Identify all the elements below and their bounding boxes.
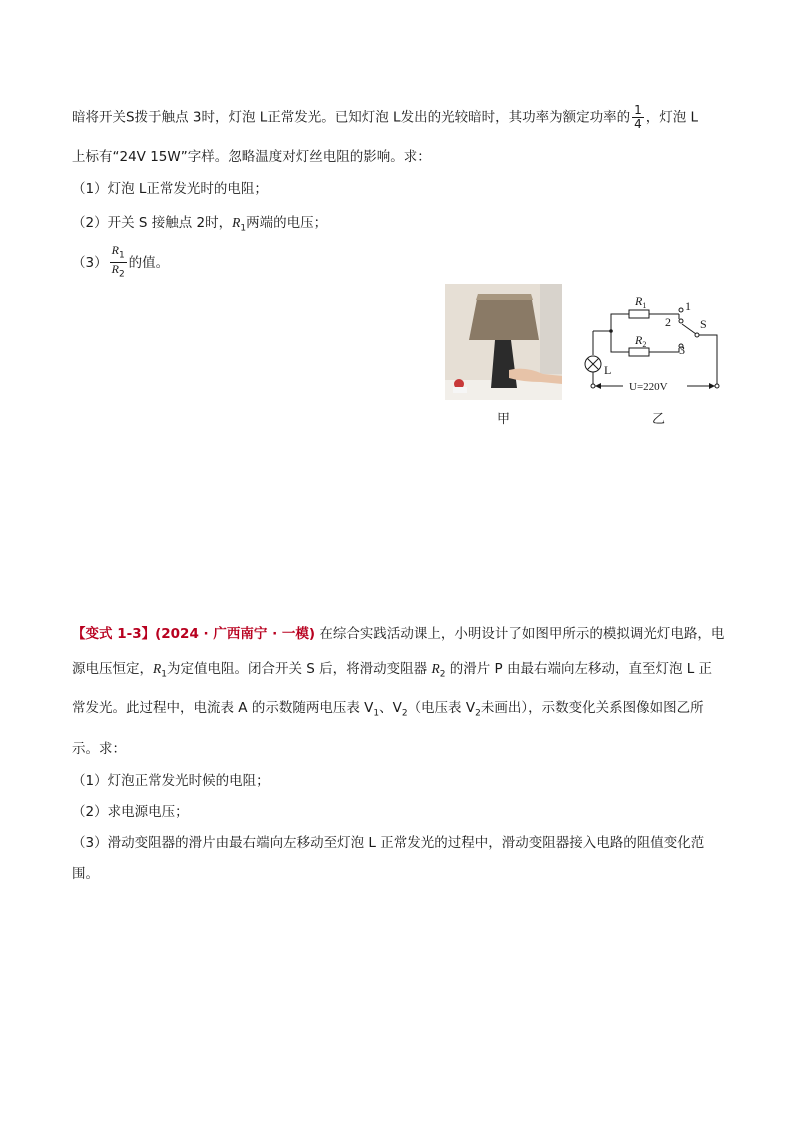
fraction-one-quarter (632, 104, 644, 131)
q3-label: （3） (72, 254, 108, 271)
ratio-denominator (110, 263, 127, 281)
line2-part-b: 为定值电阻。闭合开关 S 后，将滑动变阻器 (166, 661, 428, 677)
contact-1 (679, 308, 683, 312)
ratio-den-subscript: 2 (118, 269, 125, 280)
label-switch: S (700, 317, 707, 331)
source-tag: (2024 · 广西南宁 · 一模) (155, 626, 316, 642)
problem2-line4: 示。求： (72, 741, 126, 757)
lamp-shade (469, 294, 539, 340)
ratio-numerator (110, 244, 127, 263)
q2-text: （2）开关 S 接触点 2时， (72, 215, 233, 231)
ratio-num-subscript: 1 (118, 250, 125, 261)
circuit-diagram (583, 290, 728, 402)
svg-text:R1 (634, 294, 646, 310)
lamp-photo (445, 284, 562, 400)
problem1-question3 (72, 244, 169, 282)
line3-v1-sub: 1 (373, 708, 380, 719)
problem1-question2 (72, 211, 327, 234)
label-r1-sub: 1 (642, 301, 647, 310)
label-r1: R (635, 294, 643, 308)
ratio-den-symbol: R (111, 262, 119, 277)
line2-part-c: 的滑片 P 由最右端向左移动，直至灯泡 L 正 (449, 661, 713, 677)
line3-part-d: 未画出），示数变化关系图像如图乙所 (480, 700, 704, 716)
label-contact-3: 3 (679, 343, 685, 357)
problem2-question1: （1）灯泡正常发光时候的电阻； (72, 773, 270, 789)
line2-r1-symbol: R (153, 661, 162, 676)
label-lamp: L (604, 363, 612, 377)
line2-r2-sub: 2 (439, 669, 446, 680)
problem2-question3-line1: （3）滑动变阻器的滑片由最右端向左移动至灯泡 L 正常发光的过程中，滑动变阻器接入电路的阻值变化范 (72, 835, 705, 851)
label-r2-sub: 2 (642, 340, 647, 349)
problem1-line2: 上标有“24V 15W”字样。忽略温度对灯丝电阻的影响。求： (72, 149, 431, 165)
problem1-line1-text: 暗将开关S拨于触点 3时，灯泡 L正常发光。已知灯泡 L发出的光较暗时，其功率为额定功率的 (72, 109, 631, 126)
problem2-line1-text: 在综合实践活动课上，小明设计了如图甲所示的模拟调光灯电路，电 (319, 626, 725, 642)
caption-jia: 甲 (497, 412, 511, 427)
fraction-denominator: 4 (634, 117, 642, 131)
line2-part-a: 源电压恒定， (72, 661, 153, 677)
svg-text:R2 (634, 333, 646, 349)
problem2-line1 (72, 622, 724, 642)
label-voltage: U=220V (629, 381, 668, 393)
problem1-line1-tail: ，灯泡 L (645, 109, 699, 126)
problem2-question3-line2: 围。 (72, 866, 99, 882)
switch-s (682, 324, 696, 334)
caption-yi: 乙 (652, 412, 666, 427)
problem2-line2 (72, 657, 712, 680)
line2-r1-sub: 1 (161, 669, 167, 680)
line3-part-b: 、V (379, 700, 402, 716)
resistor-r1 (629, 310, 649, 318)
q2-r-subscript: 1 (240, 223, 247, 234)
resistor-r2 (629, 348, 649, 356)
problem2-line3 (72, 696, 704, 719)
fraction-numerator: 1 (634, 103, 642, 117)
line3-part-a: 常发光。此过程中，电流表 A 的示数随两电压表 V (72, 700, 374, 716)
contact-2 (679, 319, 683, 323)
problem1-line1 (72, 104, 698, 131)
line2-r2-symbol: R (431, 661, 440, 676)
q3-tail: 的值。 (128, 254, 170, 271)
label-contact-1: 1 (685, 299, 691, 313)
ratio-num-symbol: R (111, 243, 119, 257)
line3-v2b-sub: 2 (475, 708, 481, 719)
label-contact-2: 2 (665, 315, 671, 329)
problem2-question2: （2）求电源电压； (72, 804, 189, 820)
ratio-fraction (110, 244, 127, 282)
q2-tail: 两端的电压； (246, 215, 328, 231)
label-r2: R (635, 333, 643, 347)
problem1-question1: （1）灯泡 L正常发光时的电阻； (72, 181, 268, 197)
q2-r-symbol: R (232, 215, 241, 230)
line3-v2-sub: 2 (401, 708, 408, 719)
line3-part-c: （电压表 V (407, 700, 476, 716)
variant-tag: 【变式 1-3】 (72, 626, 156, 642)
